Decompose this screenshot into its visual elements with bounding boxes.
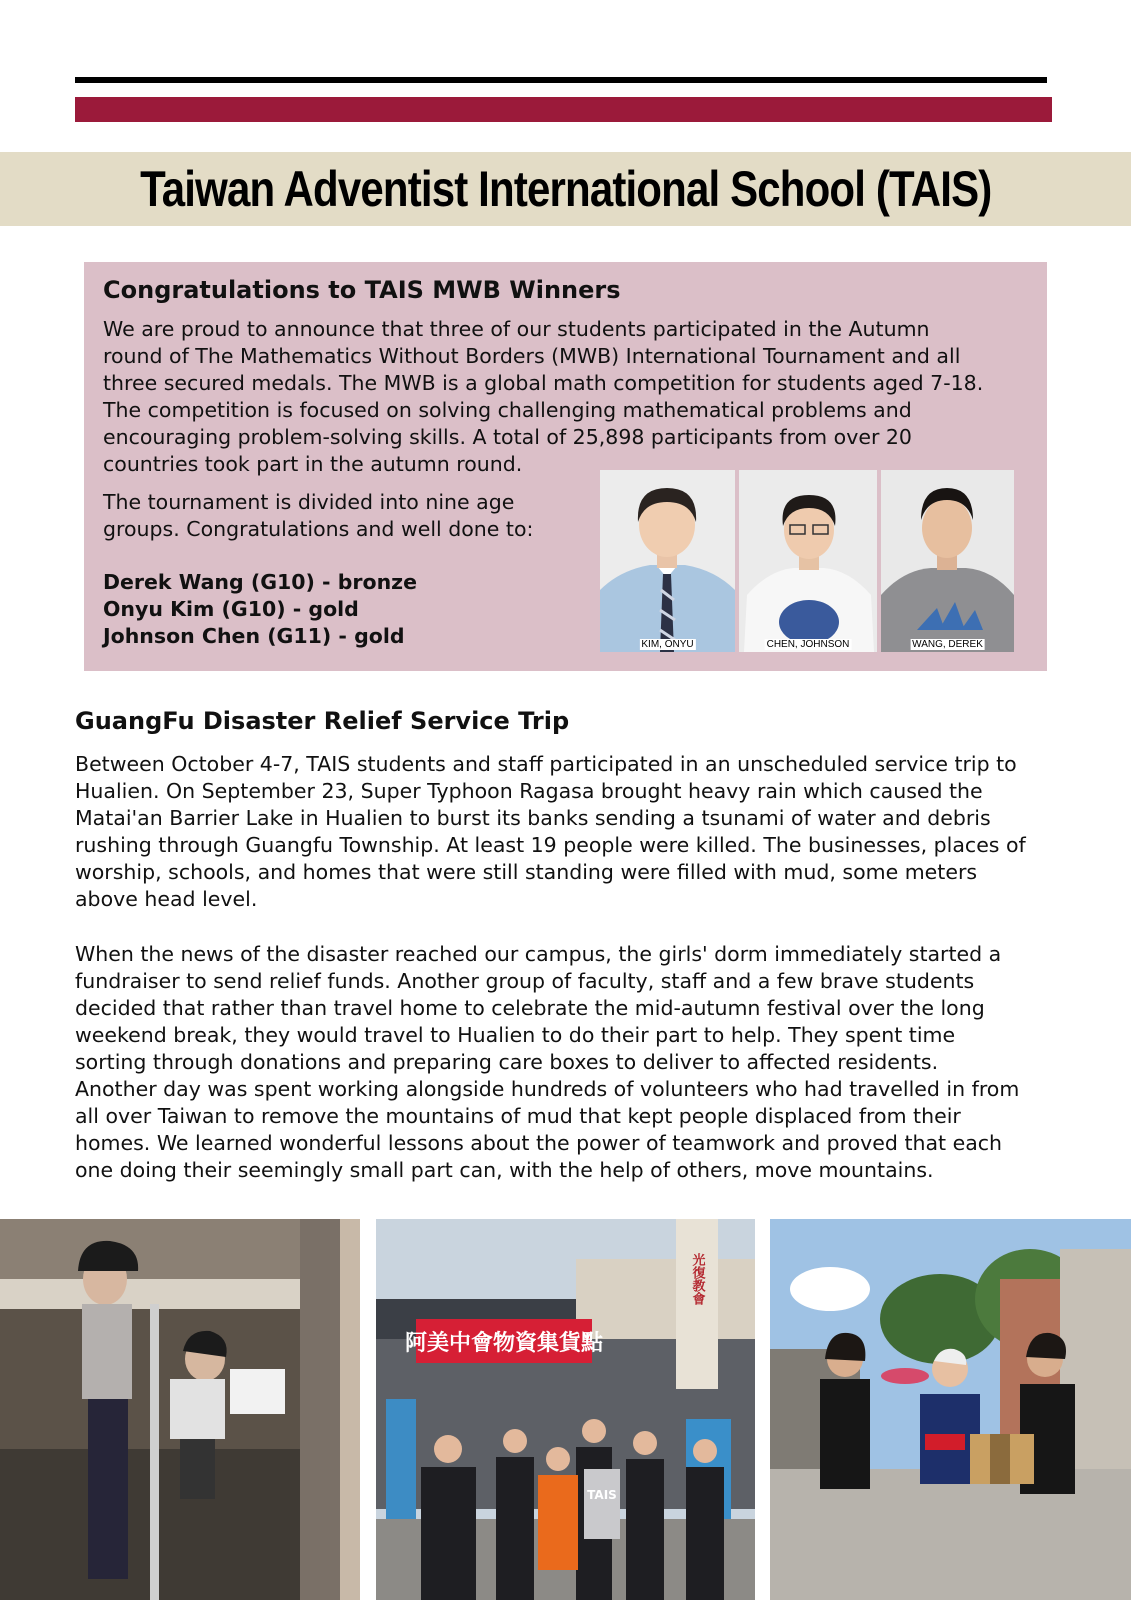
- portrait-image: [600, 470, 735, 652]
- sign-text: 光復教會: [689, 1253, 705, 1305]
- text-line: worship, schools, and homes that were still standing were filled with mud, some meters: [75, 860, 978, 884]
- text-line: countries took part in the autumn round.: [103, 452, 523, 476]
- text-line: all over Taiwan to remove the mountains of mud that kept people displaced from their: [75, 1104, 961, 1128]
- relief-paragraph-2: [75, 941, 1056, 1184]
- photo-relief-center: [376, 1219, 755, 1600]
- relief-center-image: [376, 1219, 755, 1600]
- top-rule: [75, 77, 1047, 83]
- text-line: Hualien. On September 23, Super Typhoon Ragasa brought heavy rain which caused the: [75, 779, 983, 803]
- student-photos: [600, 470, 1018, 652]
- page-title: Taiwan Adventist International School (TAIS): [139, 161, 992, 217]
- text-line: Matai'an Barrier Lake in Hualien to burst its banks sending a tsunami of water and debris: [75, 806, 991, 830]
- text-line: The tournament is divided into nine age: [103, 490, 515, 514]
- text-line: Another day was spent working alongside hundreds of volunteers who had travelled in from: [75, 1077, 1020, 1101]
- winner-item: Johnson Chen (G11) - gold: [103, 624, 405, 648]
- banner-text: 阿美中會物資集貨點: [404, 1331, 604, 1356]
- mwb-heading: Congratulations to TAIS MWB Winners: [103, 276, 621, 304]
- text-line: When the news of the disaster reached our campus, the girls' dorm immediately started a: [75, 942, 1002, 966]
- portrait-image: [881, 470, 1014, 652]
- text-line: three secured medals. The MWB is a global math competition for students aged 7-18.: [103, 371, 984, 395]
- photo-caption: KIM, ONYU: [641, 639, 694, 650]
- text-line: weekend break, they would travel to Hualien to do their part to help. They spent time: [75, 1023, 956, 1047]
- title-band: [0, 152, 1131, 226]
- portrait-kim-onyu: [600, 470, 735, 652]
- portrait-image: [739, 470, 877, 652]
- text-line: decided that rather than travel home to celebrate the mid-autumn festival over the long: [75, 996, 985, 1020]
- photo-caption: WANG, DEREK: [912, 639, 983, 650]
- relief-heading: GuangFu Disaster Relief Service Trip: [75, 707, 570, 735]
- text-line: homes. We learned wonderful lessons about the power of teamwork and proved that each: [75, 1131, 1003, 1155]
- care-boxes-image: [770, 1219, 1131, 1600]
- text-line: sorting through donations and preparing care boxes to deliver to affected residents.: [75, 1050, 939, 1074]
- photo-mud-clearing: [0, 1219, 360, 1600]
- winners-list: [103, 569, 417, 650]
- mud-clearing-image: [0, 1219, 360, 1600]
- text-line: above head level.: [75, 887, 258, 911]
- text-line: rushing through Guangfu Township. At least 19 people were killed. The businesses, places of: [75, 833, 1026, 857]
- text-line: We are proud to announce that three of our students participated in the Autumn: [103, 317, 930, 341]
- accent-bar: [75, 97, 1052, 122]
- mwb-groups-text: [103, 489, 575, 543]
- mwb-section: [84, 262, 1047, 671]
- text-line: Between October 4-7, TAIS students and staff participated in an unscheduled service trip to: [75, 752, 1017, 776]
- photo-caption: CHEN, JOHNSON: [766, 639, 850, 650]
- winner-item: Onyu Kim (G10) - gold: [103, 597, 359, 621]
- text-line: fundraiser to send relief funds. Another group of faculty, staff and a few brave students: [75, 969, 975, 993]
- text-line: The competition is focused on solving challenging mathematical problems and: [103, 398, 912, 422]
- portrait-chen-johnson: [739, 470, 877, 652]
- text-line: one doing their seemingly small part can, with the help of others, move mountains.: [75, 1158, 934, 1182]
- relief-paragraph-1: [75, 751, 1056, 913]
- portrait-wang-derek: [881, 470, 1014, 652]
- mwb-intro: [103, 316, 1027, 478]
- photo-care-boxes: [770, 1219, 1131, 1600]
- text-line: encouraging problem-solving skills. A total of 25,898 participants from over 20: [103, 425, 912, 449]
- text-line: groups. Congratulations and well done to:: [103, 517, 534, 541]
- text-line: round of The Mathematics Without Borders (MWB) International Tournament and all: [103, 344, 961, 368]
- shirt-text: TAIS: [587, 1488, 617, 1502]
- winner-item: Derek Wang (G10) - bronze: [103, 570, 417, 594]
